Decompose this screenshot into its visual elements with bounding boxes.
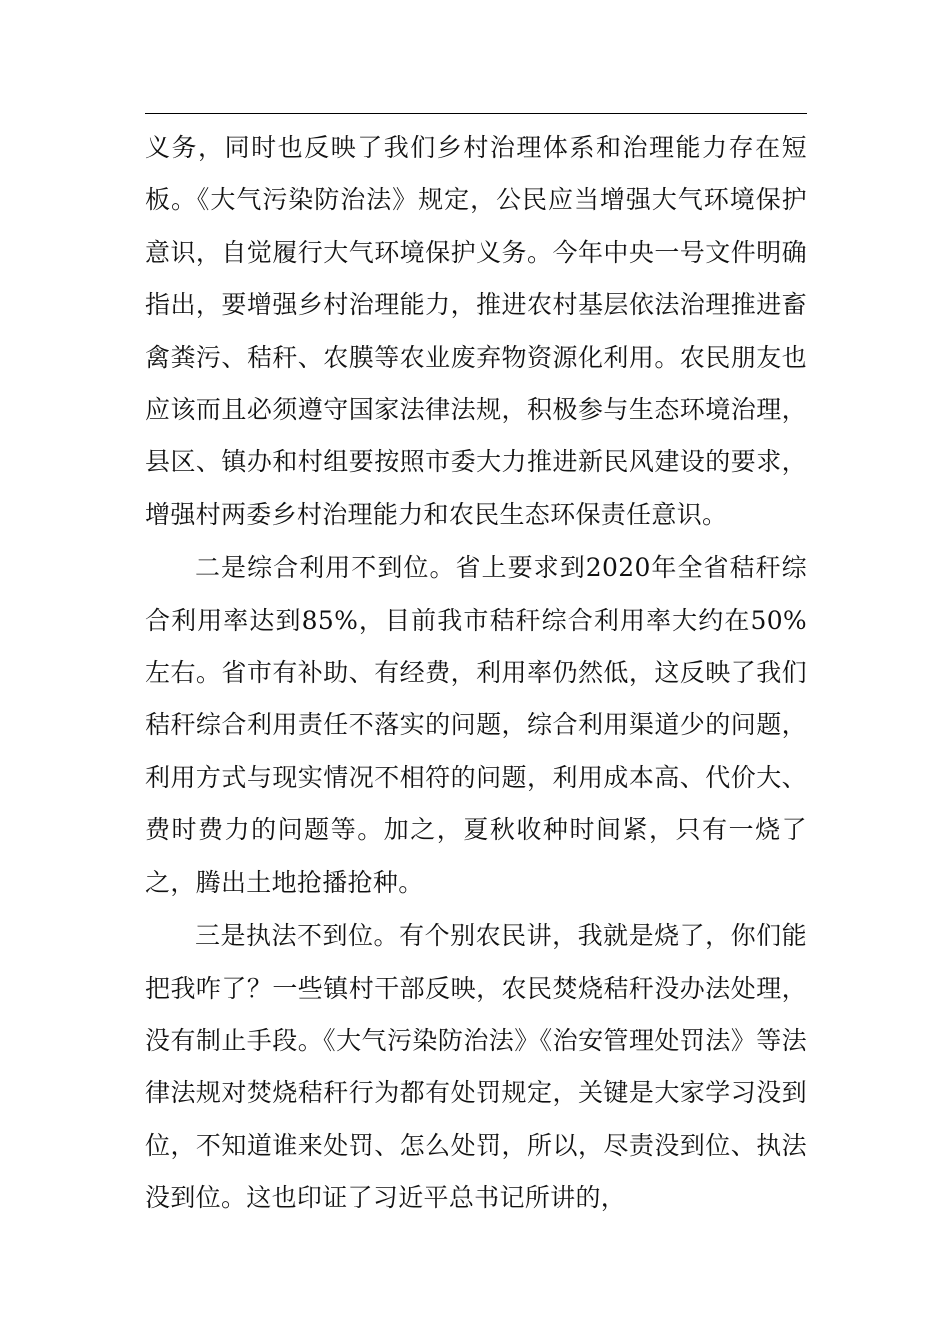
- paragraph-enforcement: [145, 910, 807, 1224]
- paragraph-lead: 三是执法不到位。: [195, 921, 400, 951]
- paragraph-lead: 二是综合利用不到位。: [195, 553, 456, 583]
- paragraph-utilization: [145, 542, 807, 909]
- paragraph-text: 有个别农民讲，我就是烧了，你们能把我咋了？一些镇村干部反映，农民焚烧秸秆没办法处理，没有制止手段。《大气污染防治法》《治安管理处罚法》等法律法规对焚烧秸秆行为都有处罚规定，关键是大家学习没到位，不知道谁来处罚、怎么处罚，所以，尽责没到位、执法没到位。这也印证了习近平总书记所讲的，: [145, 921, 807, 1213]
- header-rule: [145, 113, 807, 114]
- document-body: [145, 122, 807, 1225]
- paragraph-text: 义务，同时也反映了我们乡村治理体系和治理能力存在短板。《大气污染防治法》规定，公民应当增强大气环境保护意识，自觉履行大气环境保护义务。今年中央一号文件明确指出，要增强乡村治理能力，推进农村基层依法治理推进畜禽粪污、秸秆、农膜等农业废弃物资源化利用。农民朋友也应该而且必须遵守国家法律法规，积极参与生态环境治理，县区、镇办和村组要按照市委大力推进新民风建设的要求，增强村两委乡村治理能力和农民生态环保责任意识。: [145, 133, 807, 529]
- paragraph-continuation: [145, 122, 807, 541]
- paragraph-text: 省上要求到2020年全省秸秆综合利用率达到85%，目前我市秸秆综合利用率大约在50%左右。省市有补助、有经费，利用率仍然低，这反映了我们秸秆综合利用责任不落实的问题，综合利用渠道少的问题，利用方式与现实情况不相符的问题，利用成本高、代价大、费时费力的问题等。加之，夏秋收种时间紧，只有一烧了之，腾出土地抢播抢种。: [145, 553, 807, 897]
